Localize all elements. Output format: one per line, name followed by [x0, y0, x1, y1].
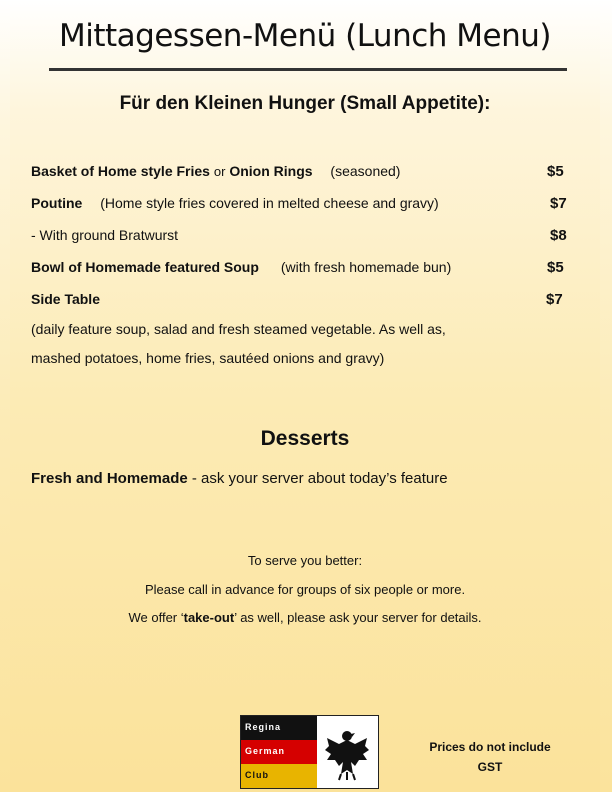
item-price: $8	[550, 227, 567, 244]
menu-item-soup	[31, 259, 567, 275]
side-table-note-line: (daily feature soup, salad and fresh steamed vegetable. As well as,	[31, 321, 446, 337]
dessert-bold: Fresh and Homemade	[31, 470, 188, 487]
regina-german-club-logo	[240, 715, 379, 789]
item-desc: (seasoned)	[330, 163, 401, 179]
logo-flag-bars	[241, 716, 317, 788]
menu-item-side-table	[31, 291, 567, 307]
logo-text-german: German	[245, 746, 286, 756]
prices-gst-note	[415, 737, 565, 777]
gst-note-line-1: Prices do not include	[429, 740, 551, 754]
item-name: Side Table	[31, 291, 100, 307]
side-table-note-line: mashed potatoes, home fries, sautéed onions and gravy)	[31, 350, 385, 366]
item-desc: (Home style fries covered in melted cheese and gravy)	[100, 195, 439, 211]
service-line-1: To serve you better:	[247, 553, 363, 568]
item-name: - With ground Bratwurst	[31, 227, 179, 243]
item-name: Bowl of Homemade featured Soup	[31, 259, 259, 275]
logo-bar-gold	[241, 764, 317, 788]
service-line-3-pre: We offer ‘	[128, 610, 184, 625]
menu-item-bratwurst	[31, 227, 567, 243]
logo-bar-black	[241, 716, 317, 740]
dessert-line	[31, 470, 567, 487]
menu-item-fries	[31, 163, 567, 179]
service-line-3-bold: take-out	[183, 610, 235, 625]
title-divider	[49, 68, 567, 71]
section-heading-small-appetite: Für den Kleinen Hunger (Small Appetite):	[119, 93, 491, 114]
logo-bar-red	[241, 740, 317, 764]
item-price: $7	[550, 195, 567, 212]
menu-item-poutine	[31, 195, 567, 211]
item-price: $5	[547, 163, 564, 180]
service-line-3-post: ’ as well, please ask your server for details.	[234, 610, 482, 625]
logo-text-club: Club	[245, 770, 269, 780]
item-price: $7	[546, 291, 563, 308]
section-heading-desserts: Desserts	[260, 427, 350, 450]
item-or: or	[213, 164, 226, 179]
item-desc: (with fresh homemade bun)	[280, 259, 452, 275]
item-name-alt: Onion Rings	[229, 163, 313, 179]
menu-page	[10, 0, 600, 792]
item-name: Basket of Home style Fries	[31, 163, 210, 179]
item-price: $5	[547, 259, 564, 276]
service-line-3	[10, 610, 600, 625]
logo-text-regina: Regina	[245, 722, 282, 732]
service-line-2: Please call in advance for groups of six people or more.	[144, 582, 466, 597]
dessert-rest: - ask your server about today’s feature	[187, 470, 448, 487]
page-title: Mittagessen-Menü (Lunch Menu)	[59, 18, 551, 54]
gst-note-line-2: GST	[477, 760, 503, 774]
eagle-icon	[317, 716, 378, 788]
item-name: Poutine	[31, 195, 83, 211]
side-table-note	[31, 315, 531, 373]
